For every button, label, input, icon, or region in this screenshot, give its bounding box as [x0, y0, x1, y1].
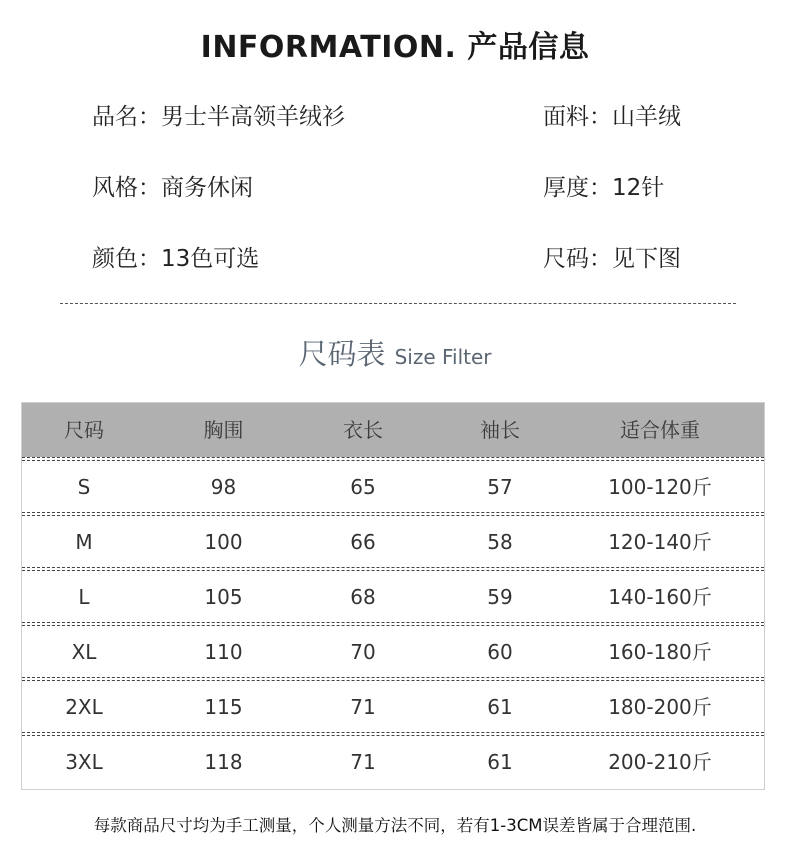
size-table [21, 402, 765, 790]
row-divider [22, 567, 764, 568]
table-row [22, 460, 764, 515]
cell-size: 3XL [65, 750, 103, 774]
size-chart-title-cn: 尺码表 [298, 337, 386, 371]
cell-weight: 160-180斤 [608, 640, 712, 664]
cell-weight: 200-210斤 [608, 750, 712, 774]
cell-weight: 100-120斤 [608, 475, 712, 499]
header-sleeve: 袖长 [480, 418, 520, 442]
cell-chest: 118 [204, 750, 243, 774]
cell-weight: 180-200斤 [608, 695, 712, 719]
cell-weight: 120-140斤 [608, 530, 712, 554]
cell-chest: 110 [204, 640, 243, 664]
header-length: 衣长 [343, 418, 383, 442]
cell-length: 65 [350, 475, 376, 499]
row-divider [22, 732, 764, 733]
cell-chest: 98 [210, 475, 237, 499]
info-product-name: 品名：男士半高领羊绒衫 [92, 104, 345, 130]
size-chart-heading [0, 332, 790, 373]
cell-size: M [75, 530, 93, 554]
cell-chest: 115 [204, 695, 243, 719]
info-style: 风格：商务休闲 [92, 175, 253, 201]
header-chest: 胸围 [203, 418, 244, 442]
info-color: 颜色：13色可选 [92, 246, 260, 272]
cell-chest: 105 [204, 585, 243, 609]
row-divider [22, 512, 764, 513]
section-divider [60, 303, 736, 304]
cell-sleeve: 61 [487, 750, 513, 774]
cell-length: 71 [350, 695, 376, 719]
cell-length: 70 [350, 640, 376, 664]
size-chart-title-en: Size Filter [394, 345, 492, 369]
header-size: 尺码 [64, 418, 104, 442]
row-divider [22, 622, 764, 623]
info-size: 尺码：见下图 [543, 246, 681, 272]
product-info [0, 0, 790, 290]
info-fabric: 面料：山羊绒 [543, 104, 681, 130]
cell-length: 66 [350, 530, 376, 554]
table-row [22, 570, 764, 625]
header-weight: 适合体重 [620, 418, 700, 442]
table-row [22, 735, 764, 790]
info-thickness: 厚度：12针 [543, 175, 665, 201]
cell-size: S [77, 475, 91, 499]
cell-sleeve: 59 [487, 585, 513, 609]
cell-size: 2XL [65, 695, 103, 719]
cell-sleeve: 60 [487, 640, 513, 664]
row-divider [22, 457, 764, 458]
cell-sleeve: 57 [487, 475, 513, 499]
cell-weight: 140-160斤 [608, 585, 712, 609]
cell-length: 68 [350, 585, 376, 609]
cell-sleeve: 61 [487, 695, 513, 719]
page-title: INFORMATION. 产品信息 [200, 30, 590, 65]
row-divider [22, 677, 764, 678]
measurement-note: 每款商品尺寸均为手工测量，个人测量方法不同，若有1-3CM误差皆属于合理范围. [93, 816, 697, 835]
table-row [22, 680, 764, 735]
cell-chest: 100 [204, 530, 243, 554]
cell-length: 71 [350, 750, 376, 774]
table-row [22, 515, 764, 570]
cell-size: XL [71, 640, 97, 664]
table-row [22, 625, 764, 680]
table-header [22, 403, 764, 457]
cell-sleeve: 58 [487, 530, 513, 554]
cell-size: L [78, 585, 90, 609]
